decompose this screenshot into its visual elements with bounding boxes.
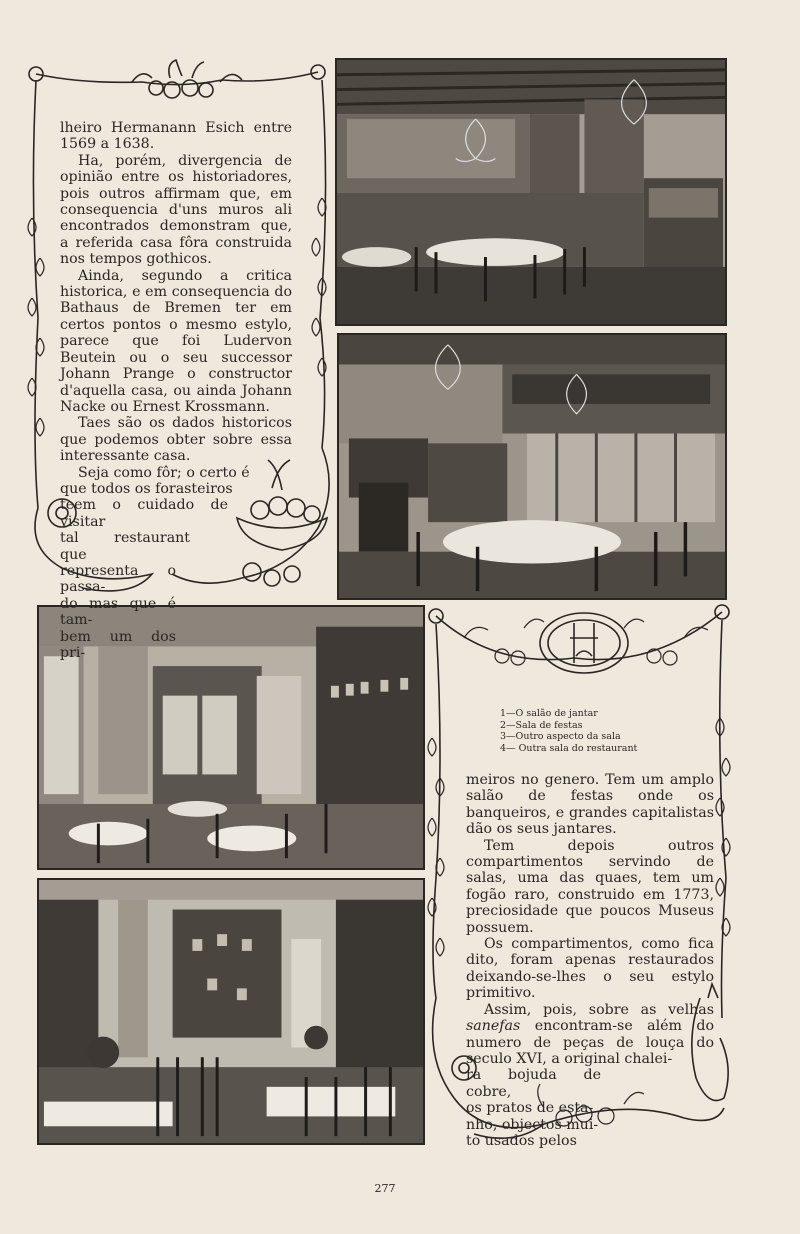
left-taper-line-7: bem um dos pri- bbox=[60, 628, 176, 661]
photo-dining-hall bbox=[335, 58, 727, 326]
right-paragraph-4-italic: sanefas bbox=[466, 1018, 521, 1035]
left-taper-line-5: representa o passa- bbox=[60, 562, 176, 596]
right-paragraph-4-rest: encontram-se além do numero de peças de louça do seculo XVI, a original chalei- bbox=[466, 1018, 715, 1067]
left-taper-line-4: tal restaurant que bbox=[60, 530, 190, 563]
right-paragraph-1: meiros no genero. Tem um amplo salão de festas onde os banqueiros, e grandes capitalistas dão os seus jantares. bbox=[466, 772, 714, 838]
right-paragraph-4-start: Assim, pois, sobre as velhas bbox=[484, 1001, 714, 1018]
caption-1: 1—O salão de jantar bbox=[500, 708, 598, 719]
right-taper-line-3: nho, objectos mui- bbox=[466, 1116, 599, 1133]
left-taper-line-6: do mas que é tam- bbox=[60, 595, 176, 629]
photo-restaurant-room bbox=[37, 878, 425, 1145]
caption-3: 3—Outro aspecto da sala bbox=[500, 731, 621, 742]
left-paragraph-2: Ha, porém, divergencia de opinião entre os historiadores, pois outros affirmam que, em consequencia d'uns muros ali encontrados demonstram que, a referida casa fôra construida nos tempos gothicos. bbox=[60, 152, 292, 268]
right-taper-line-2: os pratos de esta- bbox=[466, 1100, 594, 1117]
photo-festival-hall bbox=[337, 333, 727, 600]
caption-2: 2—Sala de festas bbox=[500, 719, 583, 731]
left-taper-line-2: que todos os forasteiros bbox=[60, 480, 233, 497]
left-paragraph-3: Ainda, segundo a critica historica, e em consequencia do Bathaus de Bremen ter em certos pontos o mesmo estylo, parece que foi Ludervon Beutein ou o seu successor Johann Prange o constructor d'aquella casa, ou ainda Johann Nacke ou Ernest Krossmann. bbox=[60, 267, 292, 415]
left-paragraph-1: lheiro Hermanann Esich entre 1569 a 1638. bbox=[60, 120, 292, 153]
left-taper-line-1: Seja como fôr; o certo é bbox=[78, 464, 250, 481]
caption-4: 4— Outra sala do restaurant bbox=[500, 742, 638, 754]
right-paragraph-4 bbox=[466, 1002, 714, 1068]
left-taper-line-3: teem o cuidado de visitar bbox=[60, 497, 228, 530]
left-column-text bbox=[60, 120, 292, 661]
page-number: 277 bbox=[374, 1182, 396, 1195]
photo-captions bbox=[500, 708, 680, 754]
right-taper-line-1: ra bojuda de cobre, bbox=[466, 1067, 601, 1100]
right-column-text bbox=[466, 772, 714, 1149]
left-paragraph-4: Taes são os dados historicos que podemos obter sobre essa interessante casa. bbox=[60, 415, 292, 465]
right-taper-line-4: to usados pelos bbox=[466, 1132, 577, 1149]
right-paragraph-3: Os compartimentos, como fica dito, foram apenas restaurados deixando-se-lhes o seu estylo primitivo. bbox=[466, 936, 714, 1002]
right-paragraph-2: Tem depois outros compartimentos servindo de salas, uma das quaes, tem um fogão raro, construido em 1773, preciosidade que poucos Museus possuem. bbox=[466, 837, 714, 936]
